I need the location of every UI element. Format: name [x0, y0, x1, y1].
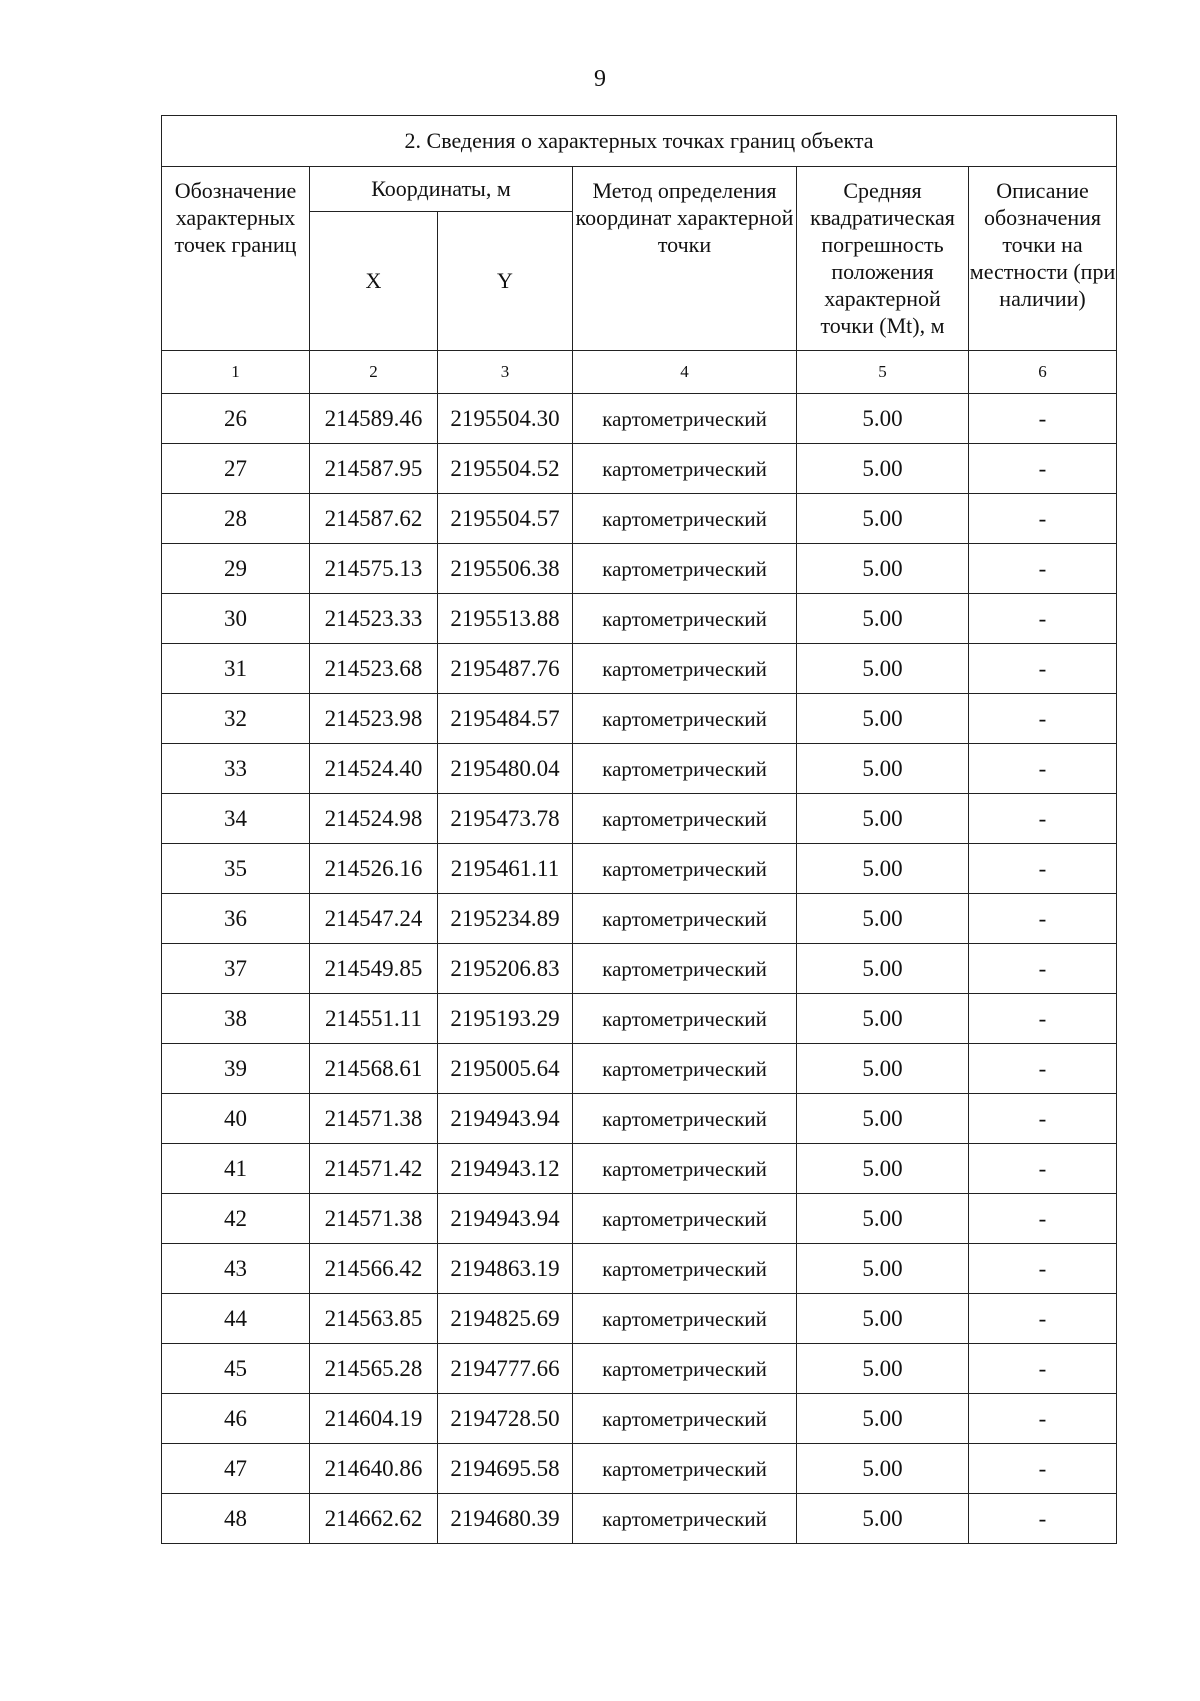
y-coordinate-cell: 2195484.57: [438, 694, 573, 744]
y-coordinate-cell: 2194863.19: [438, 1244, 573, 1294]
y-coordinate-cell: 2195506.38: [438, 544, 573, 594]
section-title-row: [162, 116, 1117, 167]
method-cell: картометрический: [573, 944, 797, 994]
description-cell: -: [969, 1344, 1117, 1394]
point-number-cell: 43: [162, 1244, 310, 1294]
method-cell: картометрический: [573, 694, 797, 744]
method-cell: картометрический: [573, 1444, 797, 1494]
table-row: [162, 1394, 1117, 1444]
mean-square-error-cell: 5.00: [797, 1244, 969, 1294]
description-cell: -: [969, 1394, 1117, 1444]
x-coordinate-cell: 214571.38: [310, 1194, 438, 1244]
point-number-cell: 30: [162, 594, 310, 644]
x-coordinate-cell: 214523.68: [310, 644, 438, 694]
mean-square-error-cell: 5.00: [797, 1044, 969, 1094]
description-cell: -: [969, 444, 1117, 494]
point-number-cell: 41: [162, 1144, 310, 1194]
x-coordinate-cell: 214549.85: [310, 944, 438, 994]
description-cell: -: [969, 1044, 1117, 1094]
point-number-cell: 29: [162, 544, 310, 594]
method-cell: картометрический: [573, 394, 797, 444]
method-cell: картометрический: [573, 1344, 797, 1394]
method-cell: картометрический: [573, 1044, 797, 1094]
description-cell: -: [969, 644, 1117, 694]
point-number-cell: 45: [162, 1344, 310, 1394]
table-row: [162, 1144, 1117, 1194]
table-row: [162, 594, 1117, 644]
description-cell: -: [969, 1094, 1117, 1144]
description-cell: -: [969, 1494, 1117, 1544]
x-coordinate-cell: 214571.38: [310, 1094, 438, 1144]
point-number-cell: 37: [162, 944, 310, 994]
y-coordinate-cell: 2194777.66: [438, 1344, 573, 1394]
mean-square-error-cell: 5.00: [797, 444, 969, 494]
header-method: Метод определения координат характерной точки: [573, 167, 797, 351]
point-number-cell: 36: [162, 894, 310, 944]
table-row: [162, 1044, 1117, 1094]
mean-square-error-cell: 5.00: [797, 694, 969, 744]
table-row: [162, 544, 1117, 594]
x-coordinate-cell: 214551.11: [310, 994, 438, 1044]
table-row: [162, 744, 1117, 794]
table-row: [162, 644, 1117, 694]
point-number-cell: 46: [162, 1394, 310, 1444]
y-coordinate-cell: 2195193.29: [438, 994, 573, 1044]
column-number-row: [162, 351, 1117, 394]
header-y: Y: [438, 212, 573, 351]
description-cell: -: [969, 944, 1117, 994]
x-coordinate-cell: 214640.86: [310, 1444, 438, 1494]
method-cell: картометрический: [573, 1394, 797, 1444]
boundary-points-table: [161, 115, 1117, 1544]
header-x-label: X: [365, 268, 382, 293]
method-cell: картометрический: [573, 1144, 797, 1194]
mean-square-error-cell: 5.00: [797, 1194, 969, 1244]
header-mean-square-error: Средняя квадратическая погрешность положения характерной точки (Mt), м: [797, 167, 969, 351]
y-coordinate-cell: 2194943.94: [438, 1194, 573, 1244]
mean-square-error-cell: 5.00: [797, 894, 969, 944]
table-row: [162, 694, 1117, 744]
point-number-cell: 35: [162, 844, 310, 894]
method-cell: картометрический: [573, 444, 797, 494]
y-coordinate-cell: 2195234.89: [438, 894, 573, 944]
column-number: 1: [162, 351, 310, 394]
description-cell: -: [969, 1294, 1117, 1344]
x-coordinate-cell: 214587.62: [310, 494, 438, 544]
method-cell: картометрический: [573, 1094, 797, 1144]
table-row: [162, 394, 1117, 444]
table-row: [162, 844, 1117, 894]
description-cell: -: [969, 994, 1117, 1044]
method-cell: картометрический: [573, 1494, 797, 1544]
mean-square-error-cell: 5.00: [797, 744, 969, 794]
point-number-cell: 32: [162, 694, 310, 744]
description-cell: -: [969, 1144, 1117, 1194]
x-coordinate-cell: 214571.42: [310, 1144, 438, 1194]
point-number-cell: 33: [162, 744, 310, 794]
mean-square-error-cell: 5.00: [797, 1294, 969, 1344]
description-cell: -: [969, 394, 1117, 444]
method-cell: картометрический: [573, 894, 797, 944]
method-cell: картометрический: [573, 1244, 797, 1294]
description-cell: -: [969, 894, 1117, 944]
table-row: [162, 1494, 1117, 1544]
y-coordinate-cell: 2195504.52: [438, 444, 573, 494]
x-coordinate-cell: 214587.95: [310, 444, 438, 494]
header-row-top: [162, 167, 1117, 212]
mean-square-error-cell: 5.00: [797, 1094, 969, 1144]
table-row: [162, 1294, 1117, 1344]
column-number: 2: [310, 351, 438, 394]
table-row: [162, 1094, 1117, 1144]
x-coordinate-cell: 214662.62: [310, 1494, 438, 1544]
description-cell: -: [969, 694, 1117, 744]
description-cell: -: [969, 1244, 1117, 1294]
method-cell: картометрический: [573, 994, 797, 1044]
point-number-cell: 44: [162, 1294, 310, 1344]
point-number-cell: 40: [162, 1094, 310, 1144]
method-cell: картометрический: [573, 744, 797, 794]
header-description: Описание обозначения точки на местности (при наличии): [969, 167, 1117, 351]
column-number: 5: [797, 351, 969, 394]
mean-square-error-cell: 5.00: [797, 994, 969, 1044]
page-number: 9: [594, 66, 606, 92]
table-row: [162, 944, 1117, 994]
y-coordinate-cell: 2195005.64: [438, 1044, 573, 1094]
description-cell: -: [969, 494, 1117, 544]
table-row: [162, 794, 1117, 844]
mean-square-error-cell: 5.00: [797, 1444, 969, 1494]
x-coordinate-cell: 214566.42: [310, 1244, 438, 1294]
table-row: [162, 1194, 1117, 1244]
x-coordinate-cell: 214604.19: [310, 1394, 438, 1444]
point-number-cell: 26: [162, 394, 310, 444]
mean-square-error-cell: 5.00: [797, 644, 969, 694]
method-cell: картометрический: [573, 544, 797, 594]
method-cell: картометрический: [573, 844, 797, 894]
method-cell: картометрический: [573, 1194, 797, 1244]
method-cell: картометрический: [573, 1294, 797, 1344]
x-coordinate-cell: 214568.61: [310, 1044, 438, 1094]
x-coordinate-cell: 214565.28: [310, 1344, 438, 1394]
description-cell: -: [969, 844, 1117, 894]
y-coordinate-cell: 2194728.50: [438, 1394, 573, 1444]
x-coordinate-cell: 214523.98: [310, 694, 438, 744]
header-coordinates: Координаты, м: [310, 167, 573, 212]
y-coordinate-cell: 2194943.94: [438, 1094, 573, 1144]
y-coordinate-cell: 2195487.76: [438, 644, 573, 694]
description-cell: -: [969, 794, 1117, 844]
y-coordinate-cell: 2195480.04: [438, 744, 573, 794]
method-cell: картометрический: [573, 494, 797, 544]
description-cell: -: [969, 1444, 1117, 1494]
point-number-cell: 42: [162, 1194, 310, 1244]
table-row: [162, 1444, 1117, 1494]
table-row: [162, 994, 1117, 1044]
y-coordinate-cell: 2194680.39: [438, 1494, 573, 1544]
point-number-cell: 27: [162, 444, 310, 494]
mean-square-error-cell: 5.00: [797, 844, 969, 894]
x-coordinate-cell: 214524.40: [310, 744, 438, 794]
mean-square-error-cell: 5.00: [797, 394, 969, 444]
header-point-designation: Обозначение характерных точек границ: [162, 167, 310, 351]
method-cell: картометрический: [573, 794, 797, 844]
y-coordinate-cell: 2195473.78: [438, 794, 573, 844]
mean-square-error-cell: 5.00: [797, 1344, 969, 1394]
mean-square-error-cell: 5.00: [797, 494, 969, 544]
column-number: 6: [969, 351, 1117, 394]
y-coordinate-cell: 2195504.57: [438, 494, 573, 544]
description-cell: -: [969, 544, 1117, 594]
y-coordinate-cell: 2195504.30: [438, 394, 573, 444]
point-number-cell: 48: [162, 1494, 310, 1544]
x-coordinate-cell: 214523.33: [310, 594, 438, 644]
mean-square-error-cell: 5.00: [797, 794, 969, 844]
method-cell: картометрический: [573, 594, 797, 644]
point-number-cell: 47: [162, 1444, 310, 1494]
mean-square-error-cell: 5.00: [797, 1394, 969, 1444]
mean-square-error-cell: 5.00: [797, 944, 969, 994]
mean-square-error-cell: 5.00: [797, 1494, 969, 1544]
table-row: [162, 444, 1117, 494]
point-number-cell: 28: [162, 494, 310, 544]
method-cell: картометрический: [573, 644, 797, 694]
mean-square-error-cell: 5.00: [797, 594, 969, 644]
point-number-cell: 38: [162, 994, 310, 1044]
description-cell: -: [969, 1194, 1117, 1244]
section-title: 2. Сведения о характерных точках границ объекта: [162, 116, 1117, 167]
description-cell: -: [969, 744, 1117, 794]
header-x: [310, 212, 438, 351]
x-coordinate-cell: 214575.13: [310, 544, 438, 594]
table-row: [162, 494, 1117, 544]
x-coordinate-cell: 214526.16: [310, 844, 438, 894]
x-coordinate-cell: 214547.24: [310, 894, 438, 944]
y-coordinate-cell: 2194825.69: [438, 1294, 573, 1344]
column-number: 3: [438, 351, 573, 394]
mean-square-error-cell: 5.00: [797, 544, 969, 594]
y-coordinate-cell: 2195206.83: [438, 944, 573, 994]
table-row: [162, 894, 1117, 944]
table-row: [162, 1344, 1117, 1394]
x-coordinate-cell: 214589.46: [310, 394, 438, 444]
y-coordinate-cell: 2195513.88: [438, 594, 573, 644]
y-coordinate-cell: 2194943.12: [438, 1144, 573, 1194]
description-cell: -: [969, 594, 1117, 644]
point-number-cell: 34: [162, 794, 310, 844]
mean-square-error-cell: 5.00: [797, 1144, 969, 1194]
point-number-cell: 31: [162, 644, 310, 694]
table-row: [162, 1244, 1117, 1294]
x-coordinate-cell: 214563.85: [310, 1294, 438, 1344]
y-coordinate-cell: 2195461.11: [438, 844, 573, 894]
y-coordinate-cell: 2194695.58: [438, 1444, 573, 1494]
point-number-cell: 39: [162, 1044, 310, 1094]
column-number: 4: [573, 351, 797, 394]
x-coordinate-cell: 214524.98: [310, 794, 438, 844]
